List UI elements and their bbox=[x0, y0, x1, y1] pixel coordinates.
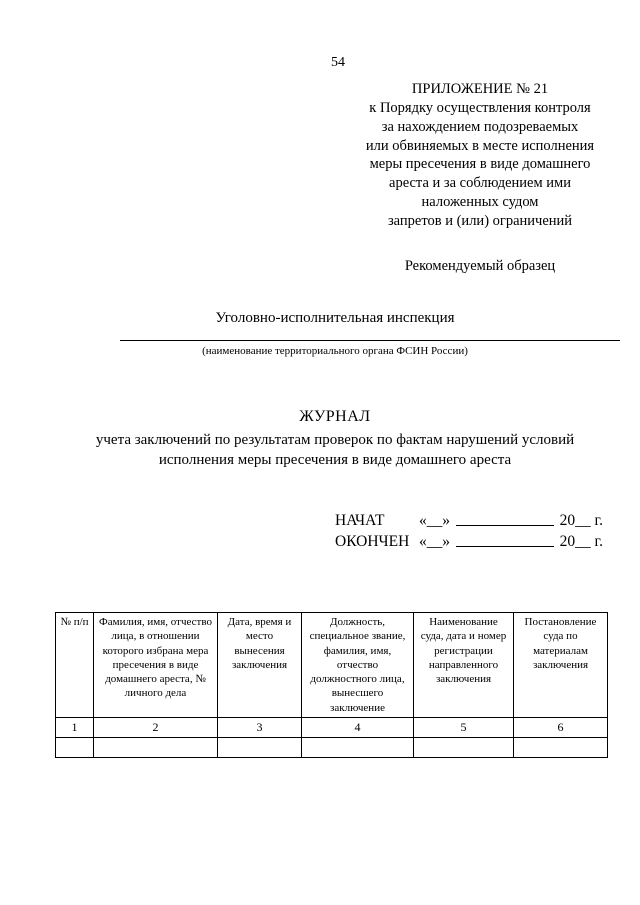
page-number: 54 bbox=[331, 55, 345, 70]
started-row bbox=[335, 512, 603, 530]
journal-subtitle-line: учета заключений по результатам проверок по фактам нарушений условий bbox=[95, 432, 575, 448]
empty-cell bbox=[56, 738, 94, 758]
journal-title: ЖУРНАЛ bbox=[299, 408, 371, 425]
finished-day-blank: «__» bbox=[419, 533, 450, 550]
column-header-person: Фамилия, имя, отчество лица, в отношении которого избрана мера пресечения в виде домашнего ареста, № личного дела bbox=[94, 613, 218, 718]
finished-label: ОКОНЧЕН bbox=[335, 533, 410, 550]
appendix-line: наложенных судом bbox=[421, 194, 539, 211]
empty-cell bbox=[514, 738, 608, 758]
appendix-line: ареста и за соблюдением ими bbox=[389, 175, 571, 192]
appendix-line: меры пресечения в виде домашнего bbox=[369, 156, 591, 173]
appendix-line: ПРИЛОЖЕНИЕ № 21 bbox=[411, 81, 549, 97]
organization-name: Уголовно-исполнительная инспекция bbox=[215, 310, 455, 326]
appendix-line: или обвиняемых в месте исполнения bbox=[365, 137, 595, 154]
appendix-header bbox=[352, 80, 608, 231]
column-number: 1 bbox=[56, 718, 94, 738]
started-month-blank-line bbox=[456, 525, 554, 526]
table-header-row bbox=[56, 613, 608, 718]
column-header-official: Должность, специальное звание, фамилия, имя, отчество должностного лица, вынесшего заключение bbox=[302, 613, 414, 718]
finished-month-blank-line bbox=[456, 546, 554, 547]
empty-cell bbox=[414, 738, 514, 758]
appendix-line: запретов и (или) ограничений bbox=[387, 212, 573, 229]
appendix-line: к Порядку осуществления контроля bbox=[369, 99, 591, 116]
column-header-court: Наименование суда, дата и номер регистрации направленного заключения bbox=[414, 613, 514, 718]
journal-subtitle bbox=[15, 430, 640, 471]
organization-name-underline bbox=[120, 340, 620, 341]
column-number: 3 bbox=[218, 718, 302, 738]
empty-cell bbox=[94, 738, 218, 758]
column-number: 6 bbox=[514, 718, 608, 738]
started-day-blank: «__» bbox=[419, 512, 450, 529]
column-header-number: № п/п bbox=[56, 613, 94, 718]
column-number: 4 bbox=[302, 718, 414, 738]
column-number: 2 bbox=[94, 718, 218, 738]
empty-cell bbox=[218, 738, 302, 758]
empty-cell bbox=[302, 738, 414, 758]
column-number: 5 bbox=[414, 718, 514, 738]
journal-subtitle-line: исполнения меры пресечения в виде домашнего ареста bbox=[158, 452, 512, 469]
table-row bbox=[56, 738, 608, 758]
organization-caption: (наименование территориального органа ФСИН России) bbox=[202, 345, 468, 357]
started-year-suffix: 20__ г. bbox=[559, 512, 603, 529]
started-label: НАЧАТ bbox=[335, 512, 385, 529]
column-header-date-place: Дата, время и место вынесения заключения bbox=[218, 613, 302, 718]
journal-table bbox=[55, 612, 608, 758]
appendix-line: за нахождением подозреваемых bbox=[381, 118, 579, 135]
dates-block bbox=[335, 512, 603, 554]
recommended-sample-label: Рекомендуемый образец bbox=[404, 258, 556, 274]
column-header-resolution: Постановление суда по материалам заключения bbox=[514, 613, 608, 718]
finished-year-suffix: 20__ г. bbox=[559, 533, 603, 550]
finished-row bbox=[335, 533, 603, 551]
table-column-numbers-row bbox=[56, 718, 608, 738]
